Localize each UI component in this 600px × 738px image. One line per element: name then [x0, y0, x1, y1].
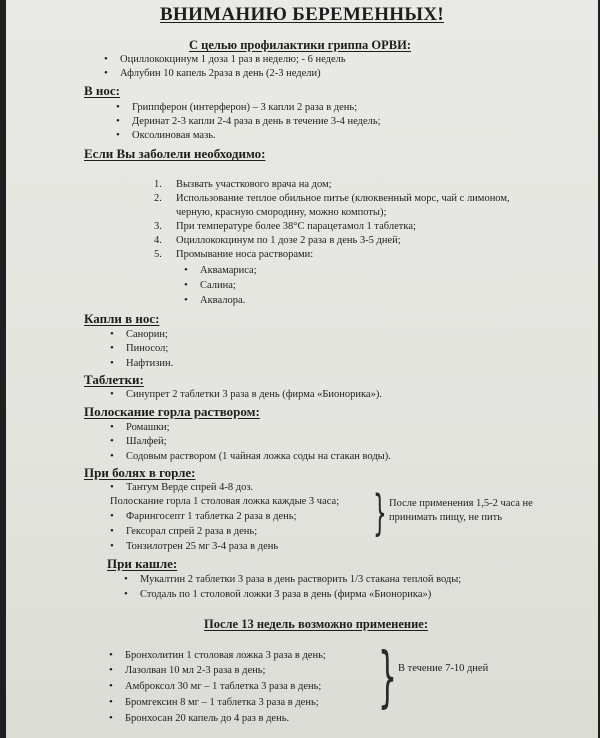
- drops-heading: Капли в нос:: [84, 311, 160, 326]
- page-title: ВНИМАНИЮ БЕРЕМЕННЫХ!: [160, 4, 444, 25]
- list-item: • Мукалтин 2 таблетки 3 раза в день растворить 1/3 стакана теплой воды;: [124, 573, 461, 586]
- list-item: • Синупрет 2 таблетки 3 раза в день (фирма «Бионорика»).: [110, 388, 382, 401]
- list-item: • Аквамариса;: [184, 264, 257, 277]
- throat-heading: При болях в горле:: [84, 465, 196, 480]
- list-item: • Санорин;: [110, 328, 168, 341]
- throat-plain-line: Полоскание горла 1 столовая ложка каждые 3 часа;: [110, 496, 340, 507]
- numbered-item: 2. Использование теплое обильное питье (клюквенный морс, чай с лимоном,: [154, 193, 510, 204]
- list-item: • Оциллококцинум 1 доза 1 раз в неделю; - 6 недель: [104, 53, 346, 66]
- throat-note-line: принимать пищу, не пить: [389, 512, 502, 523]
- list-item: • Стодаль по 1 столовой ложки 3 раза в день (фирма «Бионорика»): [124, 588, 431, 601]
- list-item: • Оксолиновая мазь.: [116, 129, 216, 142]
- list-item: • Гриппферон (интерферон) – 3 капли 2 раза в день;: [116, 101, 357, 114]
- document-page: [6, 0, 598, 738]
- after13-note: В течение 7-10 дней: [398, 663, 489, 674]
- list-item: • Тантум Верде спрей 4-8 доз.: [110, 481, 253, 494]
- numbered-item: 4. Оциллококцинум по 1 дозе 2 раза в день 3-5 дней;: [154, 235, 401, 246]
- list-item: • Амброксол 30 мг – 1 таблетка 3 раза в день;: [109, 680, 321, 693]
- list-item: • Аквалора.: [184, 294, 245, 307]
- list-item: • Бронхосан 20 капель до 4 раз в день.: [109, 712, 289, 725]
- numbered-item-continued: черную, красную смородину, можно компоты);: [176, 207, 387, 218]
- list-item: • Ромашки;: [110, 421, 170, 434]
- list-item: • Пиносол;: [110, 342, 168, 355]
- list-item: • Содовым раствором (1 чайная ложка соды на стакан воды).: [110, 450, 391, 463]
- brace-symbol: }: [373, 485, 387, 541]
- numbered-item: 5. Промывание носа растворами:: [154, 249, 314, 260]
- list-item: • Нафтизин.: [110, 357, 173, 370]
- brace-symbol: }: [378, 638, 397, 715]
- numbered-item: 3. При температуре более 38°С парацетамол 1 таблетка;: [154, 221, 416, 232]
- prevention-heading: С целью профилактики гриппа ОРВИ:: [189, 38, 411, 52]
- list-item: • Бронхолитин 1 столовая ложка 3 раза в день;: [109, 649, 326, 662]
- list-item: • Афлубин 10 капель 2раза в день (2-3 недели): [104, 67, 321, 80]
- list-item: • Тонзилотрен 25 мг 3-4 раза в день: [110, 540, 278, 553]
- list-item: • Шалфей;: [110, 435, 167, 448]
- throat-note-line: После применения 1,5-2 часа не: [389, 498, 533, 509]
- list-item: • Бромгексин 8 мг – 1 таблетка 3 раза в день;: [109, 696, 319, 709]
- cough-heading: При кашле:: [107, 556, 178, 571]
- list-item: • Фарингосепт 1 таблетка 2 раза в день;: [110, 510, 296, 523]
- tablets-heading: Таблетки:: [84, 372, 144, 387]
- list-item: • Гексорал спрей 2 раза в день;: [110, 525, 257, 538]
- list-item: • Салина;: [184, 279, 236, 292]
- nose-heading: В нос:: [84, 83, 121, 98]
- gargle-heading: Полоскание горла раствором:: [84, 404, 260, 419]
- numbered-item: 1. Вызвать участкового врача на дом;: [154, 179, 332, 190]
- list-item: • Лазолван 10 мл 2-3 раза в день;: [109, 664, 265, 677]
- after13-heading: После 13 недель возможно применение:: [204, 617, 429, 631]
- list-item: • Деринат 2-3 капли 2-4 раза в день в течение 3-4 недель;: [116, 115, 381, 128]
- sick-heading: Если Вы заболели необходимо:: [84, 146, 266, 161]
